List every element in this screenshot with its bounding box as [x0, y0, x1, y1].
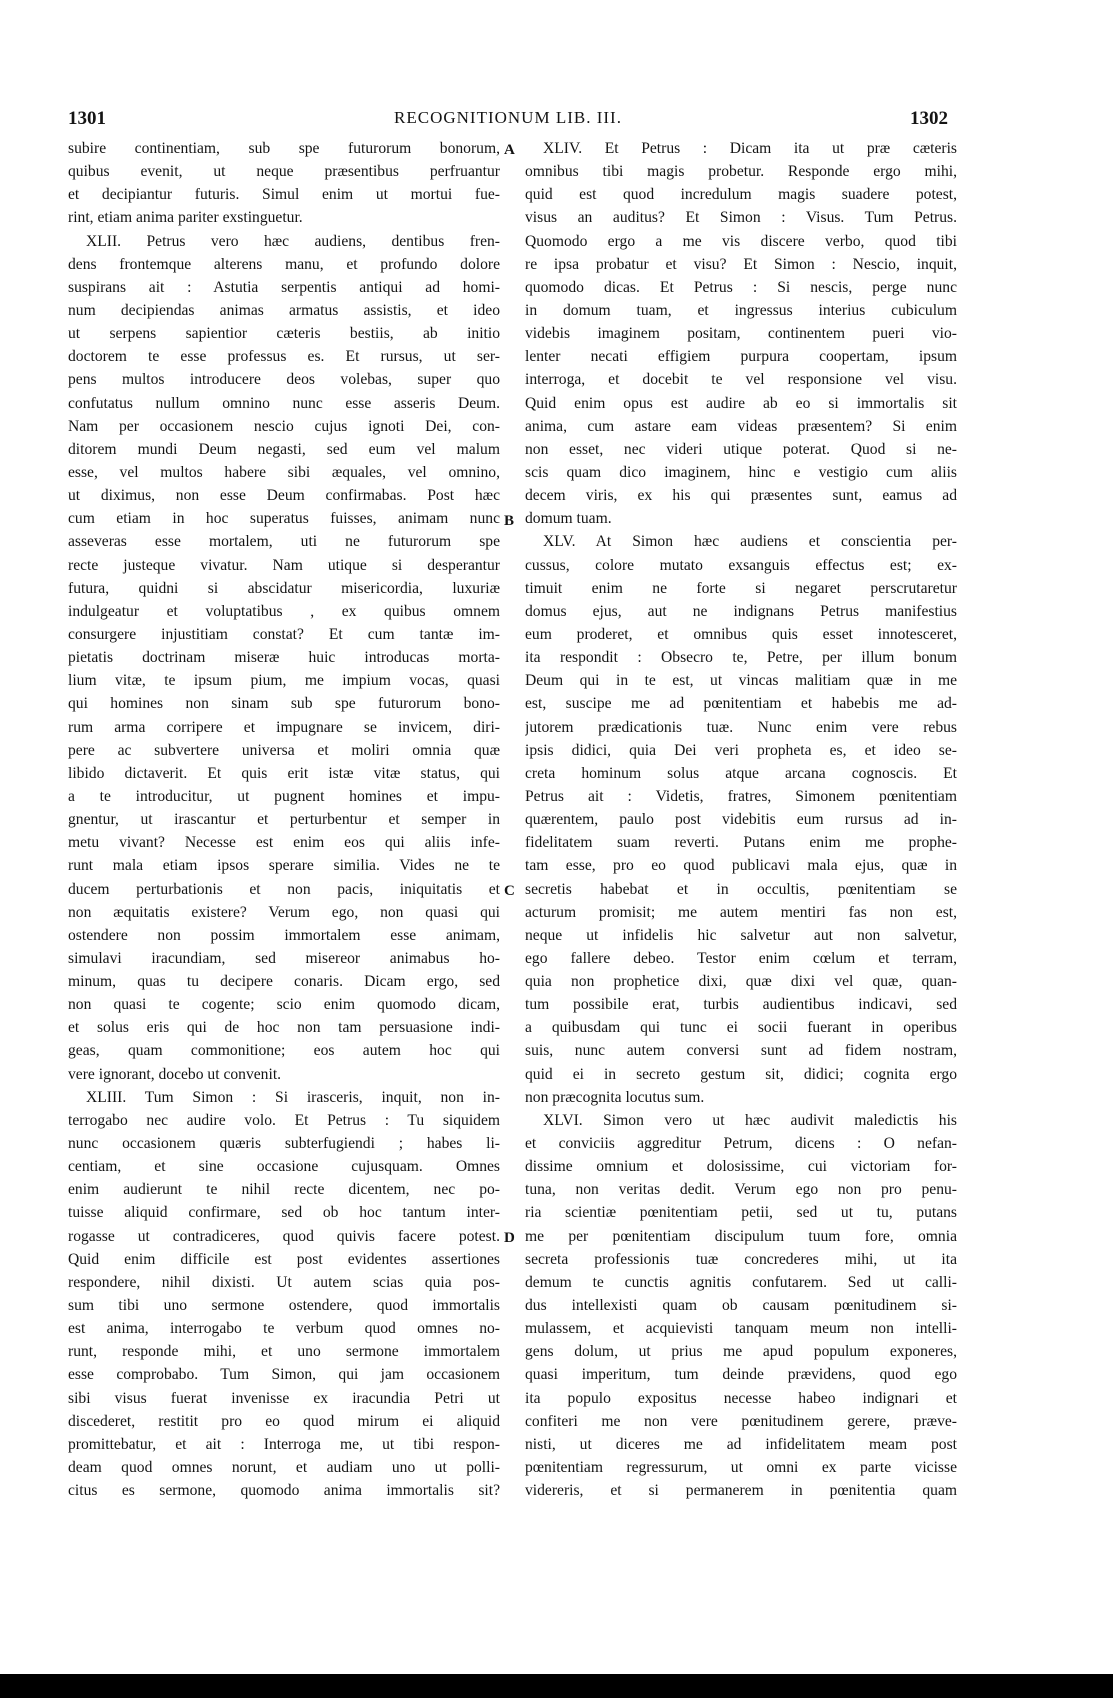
text-line: libido dictaverit. Et quis erit istæ vitæ status, qui	[68, 764, 500, 782]
text-line: ducem perturbationis et non pacis, iniquitatis et	[68, 880, 500, 898]
text-line: me per pœnitentiam discipulum tuum fore, omnia	[525, 1227, 957, 1245]
text-line: ostendere non possim immortalem esse animam,	[68, 926, 500, 944]
text-line: mulassem, et acquievisti tanquam meum non intelli-	[525, 1320, 957, 1338]
text-line: non æquitatis existere? Verum ego, non quasi qui	[68, 903, 500, 921]
margin-marker-a: A	[504, 142, 515, 158]
text-line: et conviciis aggreditur Petrum, dicens : O nefan-	[525, 1135, 957, 1153]
text-line: Quid enim difficile est post evidentes assertiones	[68, 1250, 500, 1268]
text-line: sum tibi uno sermone ostendere, quod immortalis	[68, 1297, 500, 1315]
text-line: timuit enim ne forte si negaret perscrutaretur	[525, 579, 957, 597]
text-line: esse, vel multos habere sibi æquales, vel omnino,	[68, 463, 500, 481]
text-line: minum, quas tu decipere conaris. Dicam ergo, sed	[68, 973, 500, 991]
text-line: vere ignorant, docebo ut convenit.	[68, 1065, 282, 1083]
text-line: pietatis doctrinam miseræ huic introducas morta-	[68, 649, 500, 667]
text-line: ita populo expositus necesse habeo indignari et	[525, 1389, 957, 1407]
text-line: ut serpens sapientior cæteris bestiis, ab initio	[68, 325, 500, 343]
margin-marker-c: C	[504, 883, 515, 899]
text-line: cussus, colore mutato exsanguis effectus est; ex-	[525, 556, 957, 574]
text-line: dissime omnium et dolosissime, cui victoriam for-	[525, 1158, 957, 1176]
text-line: XLII. Petrus vero hæc audiens, dentibus fren-	[86, 232, 500, 250]
text-line: ita respondit : Obsecro te, Petre, per illum bonum	[525, 649, 957, 667]
text-line: in domum tuam, et ingressus interius cubiculum	[525, 301, 957, 319]
text-line: Quid enim opus est audire ab eo si immortalis sit	[525, 394, 957, 412]
margin-marker-d: D	[504, 1230, 515, 1246]
text-line: tum possibile erat, turbis audientibus indicavi, sed	[525, 996, 957, 1014]
text-line: doctorem te esse professus es. Et rursus, ut ser-	[68, 348, 500, 366]
text-line: gens dolum, ut prius me apud populum exponeres,	[525, 1343, 957, 1361]
text-line: sibi visus fuerat invenisse ex iracundia Petri ut	[68, 1389, 500, 1407]
text-line: pœnitentiam regressurum, ut omni ex parte vicisse	[525, 1459, 957, 1477]
text-line: non præcognita locutus sum.	[525, 1088, 705, 1106]
text-line: futura, quidni si abscidatur misericordia, luxuriæ	[68, 579, 500, 597]
text-line: quid est quod incredulum magis suadere potest,	[525, 186, 957, 204]
text-line: XLV. At Simon hæc audiens et conscientia per-	[543, 533, 957, 551]
text-line: est anima, interrogabo te verbum quod omnes no-	[68, 1320, 500, 1338]
text-line: rum arma corripere et impugnare se invicem, diri-	[68, 718, 500, 736]
text-line: tam esse, pro eo quod publicavi mala ejus, quæ in	[525, 857, 957, 875]
text-line: creta hominum solus atque arcana cognoscis. Et	[525, 764, 957, 782]
text-line: re ipsa probatur et visu? Et Simon : Nescio, inquit,	[525, 255, 957, 273]
running-title: RECOGNITIONUM LIB. III.	[394, 108, 622, 127]
text-line: domus ejus, aut ne indignans Petrus manifestius	[525, 602, 957, 620]
text-line: non esset, nec videri utique poterat. Quod si ne-	[525, 440, 957, 458]
text-line: lenter necati effigiem purpura coopertam, ipsum	[525, 348, 957, 366]
text-line: Petrus ait : Videtis, fratres, Simonem pœnitentiam	[525, 787, 957, 805]
text-line: qui homines non sinam sub spe futurorum bono-	[68, 695, 500, 713]
text-line: ego fallere debeo. Testor enim cœlum et terram,	[525, 949, 957, 967]
text-line: pens multos introducere deos volebas, super quo	[68, 371, 500, 389]
text-line: XLIII. Tum Simon : Si irasceris, inquit, non in-	[86, 1088, 500, 1106]
text-line: num decipiendas animas armatus assistis, et ideo	[68, 301, 500, 319]
text-line: recte justeque vivatur. Nam utique si desperantur	[68, 556, 500, 574]
text-line: fidelitatem suam reverti. Putans enim me prophe-	[525, 834, 957, 852]
margin-marker-b: B	[504, 513, 515, 529]
page-number-right: 1302	[910, 108, 948, 129]
text-line: suspirans ait : Astutia serpentis antiqui ad homi-	[68, 278, 500, 296]
text-line: terrogabo nec audire volo. Et Petrus : Tu siquidem	[68, 1111, 500, 1129]
text-line: consurgere injustitiam constat? Et cum tantæ im-	[68, 625, 500, 643]
text-line: eum proderet, et omnibus quis esset innotesceret,	[525, 625, 957, 643]
text-line: suis, nunc autem conversi sunt ad fidem nostram,	[525, 1042, 957, 1060]
text-line: pere ac subvertere universa et moliri omnia quæ	[68, 741, 500, 759]
text-line: interroga, et docebit te vel responsione vel visu.	[525, 371, 957, 389]
text-line: a quibusdam qui tunc ei socii fuerant in operibus	[525, 1019, 957, 1037]
text-line: quid ei in secreto gestum sit, didici; cognita ergo	[525, 1065, 957, 1083]
text-line: centiam, et sine occasione cujusquam. Omnes	[68, 1158, 500, 1176]
text-line: enim audierunt te nihil recte dicentem, nec po-	[68, 1181, 500, 1199]
text-line: secreta professionis tuæ concrederes mihi, ut ita	[525, 1250, 957, 1268]
text-line: ut diximus, non esse Deum confirmabas. Post hæc	[68, 487, 500, 505]
text-line: dus intellexisti quam ob causam pœnitudinem si-	[525, 1297, 957, 1315]
text-line: quærentem, paulo post videbitis eum rursus ad in-	[525, 811, 957, 829]
text-line: runt mala etiam ipsos sperare similia. Vides ne te	[68, 857, 500, 875]
text-line: secretis habebat et in occultis, pœnitentiam se	[525, 880, 957, 898]
text-line: asseveras esse mortalem, uti ne futurorum spe	[68, 533, 500, 551]
text-line: nunc occasionem quæris subterfugiendi ; habes li-	[68, 1135, 500, 1153]
text-line: tuna, non veritas dedit. Verum ego non pro penu-	[525, 1181, 957, 1199]
text-line: XLVI. Simon vero ut hæc audivit maledictis his	[543, 1111, 957, 1129]
text-line: ipsis didici, quia Dei veri propheta es, et ideo se-	[525, 741, 957, 759]
left-text-column	[68, 137, 500, 1502]
text-line: XLIV. Et Petrus : Dicam ita ut præ cæteris	[543, 140, 957, 157]
text-line: dens frontemque alterens manu, et profundo dolore	[68, 255, 500, 273]
text-line: simulavi iracundiam, sed misereor animabus ho-	[68, 949, 500, 967]
text-line: geas, quam commonitione; eos autem hoc qui	[68, 1042, 500, 1060]
text-line: anima, cum astare eam videas præsentem? Si enim	[525, 417, 957, 435]
text-line: Nam per occasionem nescio cujus ignoti Dei, con-	[68, 417, 500, 435]
text-line: et solus eris qui de hoc non tam persuasione indi-	[68, 1019, 500, 1037]
text-line: a te introducitur, ut pugnent homines et impu-	[68, 787, 500, 805]
text-line: runt, responde mihi, et uno sermone immortalem	[68, 1343, 500, 1361]
text-line: non quasi te cogente; scio enim quomodo dicam,	[68, 996, 500, 1014]
text-line: confiteri me non vere pœnitudinem gerere, præve-	[525, 1412, 957, 1430]
text-line: ditorem mundi Deum negasti, sed eum vel malum	[68, 440, 500, 458]
text-line: deam quod omnes norunt, et audiam uno ut polli-	[68, 1459, 500, 1477]
text-line: cum etiam in hoc superatus fuisses, animam nunc	[68, 510, 500, 528]
text-line: tuisse aliquid confirmare, sed ob hoc tantum inter-	[68, 1204, 500, 1222]
text-line: lium vitæ, te ipsum pium, me impium vocas, quasi	[68, 672, 500, 690]
text-line: demum te cunctis agnitis confutarem. Sed ut calli-	[525, 1273, 957, 1291]
text-line: visus an auditus? Et Simon : Visus. Tum Petrus.	[525, 209, 957, 227]
text-line: et decipiantur futuris. Simul enim ut mortui fue-	[68, 186, 500, 204]
text-line: domum tuam.	[525, 510, 612, 528]
text-line: indulgeatur et voluptatibus , ex quibus omnem	[68, 602, 500, 620]
running-header	[68, 108, 948, 134]
text-line: quia non prophetice dixi, quæ dixi vel quæ, quan-	[525, 973, 957, 991]
text-line: quasi imperitum, tum deinde prævidens, quod ego	[525, 1366, 957, 1384]
text-line: confutatus nullum omnino nunc esse asseris Deum.	[68, 394, 500, 412]
text-line: quomodo dicas. Et Petrus : Si nescis, perge nunc	[525, 278, 957, 296]
text-line: decem viris, ex his qui præsentes sunt, eamus ad	[525, 487, 957, 505]
scan-bottom-edge	[0, 1674, 1113, 1698]
text-line: neque ut infidelis hic salvetur aut non salvetur,	[525, 926, 957, 944]
text-line: nisti, ut diceres me ad infidelitatem meam post	[525, 1435, 957, 1453]
text-line: Deum qui in te est, ut vincas malitiam quæ in me	[525, 672, 957, 690]
text-line: omnibus tibi magis probetur. Responde ergo mihi,	[525, 163, 957, 181]
text-line: Quomodo ergo a me vis discere verbo, quod tibi	[525, 232, 957, 250]
text-line: jutorem prædicationis tuæ. Nunc enim vere rebus	[525, 718, 957, 736]
text-line: discederet, restitit pro eo quod mirum ei aliquid	[68, 1412, 500, 1430]
text-line: subire continentiam, sub spe futurorum bonorum,	[68, 140, 500, 157]
text-line: esse comprobabo. Tum Simon, qui jam occasionem	[68, 1366, 500, 1384]
right-text-column	[525, 137, 957, 1502]
text-line: citus es sermone, quomodo anima immortalis sit?	[68, 1482, 500, 1500]
text-line: rogasse ut contradiceres, quod quivis facere potest.	[68, 1227, 500, 1245]
text-line: metu vivant? Necesse est enim eos qui aliis infe-	[68, 834, 500, 852]
text-line: ria scientiæ pœnitentiam petii, sed ut tu, putans	[525, 1204, 957, 1222]
text-line: promittebatur, et ait : Interroga me, ut tibi respon-	[68, 1435, 500, 1453]
text-line: respondere, nihil dixisti. Ut autem scias quia pos-	[68, 1273, 500, 1291]
text-line: acturum promisit; me autem mentiri fas non est,	[525, 903, 957, 921]
text-line: scis quam dico imaginem, hinc e vestigio cum aliis	[525, 463, 957, 481]
text-line: gnentur, ut irascantur et perturbentur et semper in	[68, 811, 500, 829]
text-line: videbis imaginem positam, continentem pueri vio-	[525, 325, 957, 343]
text-line: est, suscipe me ad pœnitentiam et habebis me ad-	[525, 695, 957, 713]
text-line: rint, etiam anima pariter exstinguetur.	[68, 209, 303, 227]
page-number-left: 1301	[68, 108, 106, 129]
text-line: videreris, et si permanerem in pœnitentia quam	[525, 1482, 957, 1500]
text-line: quibus evenit, ut neque præsentibus perfruantur	[68, 163, 500, 181]
